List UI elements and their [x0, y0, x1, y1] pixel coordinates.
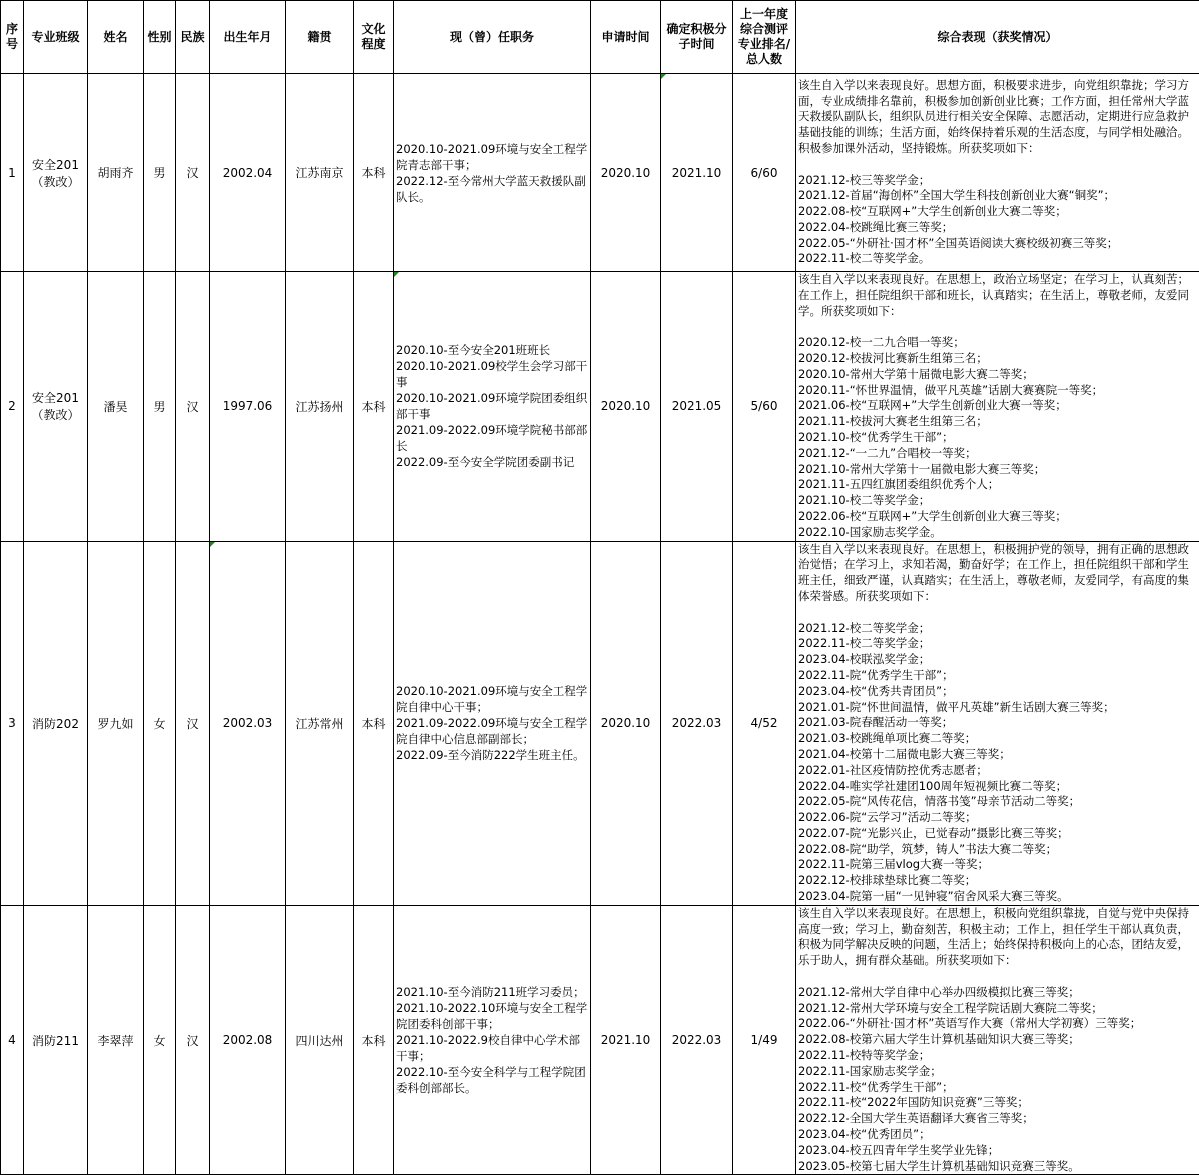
cell-apply-time: 2020.10	[591, 272, 661, 542]
cell-class: 消防211	[24, 905, 88, 1175]
cell-index: 2	[1, 272, 24, 542]
cell-education: 本科	[354, 541, 394, 905]
header-rank: 上一年度综合测评专业排名/总人数	[733, 1, 796, 74]
cell-ethnicity: 汉	[176, 272, 210, 542]
cell-index: 4	[1, 905, 24, 1175]
header-activist-time: 确定积极分子时间	[661, 1, 733, 74]
table-body	[1, 74, 1199, 1175]
cell-class: 安全201（教改）	[24, 272, 88, 542]
cell-origin: 四川达州	[286, 905, 354, 1175]
cell-origin: 江苏扬州	[286, 272, 354, 542]
header-apply-time: 申请时间	[591, 1, 661, 74]
cell-performance: 该生自入学以来表现良好。在思想上，积极拥护党的领导，拥有正确的思想政治觉悟；在学习上，求知若渴，勤奋好学；在工作上，担任院组织干部和学生班主任，细致严谨，认真踏实；在生活上，尊敬老师，友爱同学，有高度的集体荣誉感。所获奖项如下： 2021.12-校二等奖学金； 2022.11-校二等奖学金； 2023.04-校联泓奖学金； 2022.11-院“优秀学生干部”； 2023.04-校“优秀共青团员”； 2021.01-院“怀世间温情，做平凡英雄”新生话剧大赛三等奖； 2021.03-院春醒活动一等奖； 2021.03-校跳绳单项比赛二等奖； 2021.04-校第十二届微电影大赛三等奖； 2022.01-社区疫情防控优秀志愿者； 2022.04-唯实学社建团100周年短视频比赛二等奖； 2022.05-院“风传花信，情落书笺”母亲节活动二等奖； 2022.06-院“云学习”活动二等奖； 2022.07-院“光影兴止，已觉春动”摄影比赛三等奖； 2022.08-院“助学，筑梦，铸人”书法大赛二等奖； 2022.11-院第三届vlog大赛一等奖； 2022.12-校排球垫球比赛二等奖； 2023.04-院第一届“一见钟寝”宿舍风采大赛三等奖。	[796, 541, 1199, 905]
cell-birth: 2002.03	[210, 541, 286, 905]
header-index: 序号	[1, 1, 24, 74]
cell-activist-time: 2022.03	[661, 905, 733, 1175]
cell-performance: 该生自入学以来表现良好。在思想上，积极向党组织靠拢，自觉与党中央保持高度一致；学习上，勤奋刻苦，积极主动；工作上，担任学生干部认真负责，积极为同学解决反映的问题，生活上；始终保持积极向上的心态，团结友爱，乐于助人，拥有群众基础。所获奖项如下： 2021.12-常州大学自律中心举办四级模拟比赛三等奖； 2021.12-常州大学环境与安全工程学院话剧大赛院二等奖； 2022.06-“外研社·国才杯”英语写作大赛（常州大学初赛）三等奖； 2022.08-校第六届大学生计算机基础知识大赛三等奖； 2022.11-校特等奖学金； 2022.11-国家励志奖学金； 2022.11-校“优秀学生干部”； 2022.11-校“2022年国防知识竞赛”三等奖； 2022.12-全国大学生英语翻译大赛省三等奖； 2023.04-校“优秀团员”； 2023.04-校五四青年学生奖学业先锋； 2023.05-校第七届大学生计算机基础知识竞赛三等奖。	[796, 905, 1199, 1175]
header-class: 专业班级	[24, 1, 88, 74]
header-gender: 性别	[144, 1, 176, 74]
cell-rank: 4/52	[733, 541, 796, 905]
cell-ethnicity: 汉	[176, 74, 210, 272]
table-row	[1, 272, 1199, 542]
cell-apply-time: 2021.10	[591, 905, 661, 1175]
cell-apply-time: 2020.10	[591, 74, 661, 272]
cell-apply-time: 2020.10	[591, 541, 661, 905]
cell-name: 潘昊	[88, 272, 144, 542]
cell-ethnicity: 汉	[176, 905, 210, 1175]
cell-gender: 女	[144, 541, 176, 905]
cell-education: 本科	[354, 905, 394, 1175]
cell-birth: 1997.06	[210, 272, 286, 542]
cell-class: 安全201（教改）	[24, 74, 88, 272]
cell-gender: 女	[144, 905, 176, 1175]
cell-name: 胡雨齐	[88, 74, 144, 272]
cell-education: 本科	[354, 74, 394, 272]
header-education: 文化程度	[354, 1, 394, 74]
cell-origin: 江苏常州	[286, 541, 354, 905]
cell-gender: 男	[144, 272, 176, 542]
header-ethnicity: 民族	[176, 1, 210, 74]
cell-positions: 2021.10-至今消防211班学习委员； 2021.10-2022.10环境与安全工程学院团委科创部干事； 2021.10-2022.9校自律中心学术部干事； 2022.10-至今安全科学与工程学院团委科创部部长。	[394, 905, 591, 1175]
cell-activist-time: 2021.05	[661, 272, 733, 542]
cell-positions: 2020.10-至今安全201班班长 2020.10-2021.09校学生会学习部干事 2020.10-2021.09环境学院团委组织部干事 2021.09-2022.09环境学院秘书部部长 2022.09-至今安全学院团委副书记	[394, 272, 591, 542]
cell-name: 李翠萍	[88, 905, 144, 1175]
header-performance: 综合表现（获奖情况）	[796, 1, 1199, 74]
cell-name: 罗九如	[88, 541, 144, 905]
cell-rank: 5/60	[733, 272, 796, 542]
cell-positions: 2020.10-2021.09环境与安全工程学院青志部干事； 2022.12-至今常州大学蓝天救援队副队长。	[394, 74, 591, 272]
cell-birth: 2002.08	[210, 905, 286, 1175]
cell-activist-time: 2021.10	[661, 74, 733, 272]
header-name: 姓名	[88, 1, 144, 74]
cell-rank: 1/49	[733, 905, 796, 1175]
table-header	[1, 1, 1199, 74]
cell-rank: 6/60	[733, 74, 796, 272]
cell-ethnicity: 汉	[176, 541, 210, 905]
table-row	[1, 905, 1199, 1175]
cell-class: 消防202	[24, 541, 88, 905]
header-birth: 出生年月	[210, 1, 286, 74]
header-origin: 籍贯	[286, 1, 354, 74]
cell-performance: 该生自入学以来表现良好。在思想上，政治立场坚定；在学习上，认真刻苦；在工作上，担任院组织干部和班长，认真踏实；在生活上，尊敬老师，友爱同学。所获奖项如下： 2020.12-校一二九合唱一等奖； 2020.12-校拔河比赛新生组第三名； 2020.10-常州大学第十届微电影大赛二等奖； 2020.11-“怀世界温情，做平凡英雄”话剧大赛赛院一等奖； 2021.06-校“互联网+”大学生创新创业大赛一等奖； 2021.11-校拔河大赛老生组第三名； 2021.10-校“优秀学生干部”； 2021.12-“一二九”合唱校一等奖； 2021.10-常州大学第十一届微电影大赛三等奖； 2021.11-五四红旗团委组织优秀个人； 2021.10-校二等奖学金； 2022.06-校“互联网+”大学生创新创业大赛三等奖； 2022.10-国家励志奖学金。	[796, 272, 1199, 542]
cell-index: 3	[1, 541, 24, 905]
table-row	[1, 541, 1199, 905]
cell-origin: 江苏南京	[286, 74, 354, 272]
cell-positions: 2020.10-2021.09环境与安全工程学院自律中心干事； 2021.09-2022.09环境与安全工程学院自律中心信息部副部长； 2022.09-至今消防222学生班主任。	[394, 541, 591, 905]
cell-index: 1	[1, 74, 24, 272]
header-row	[1, 1, 1199, 74]
cell-education: 本科	[354, 272, 394, 542]
cell-birth: 2002.04	[210, 74, 286, 272]
cell-gender: 男	[144, 74, 176, 272]
cell-performance: 该生自入学以来表现良好。思想方面，积极要求进步，向党组织靠拢；学习方面，专业成绩排名靠前，积极参加创新创业比赛；工作方面，担任常州大学蓝天救援队副队长，组织队员进行相关安全保障、志愿活动，定期进行应急救护基础技能的训练；生活方面，始终保持着乐观的生活态度，与同学相处融洽。积极参加课外活动，坚持锻炼。所获奖项如下： 2021.12-校三等奖学金； 2021.12-首届“海创杯”全国大学生科技创新创业大赛“铜奖”； 2022.08-校“互联网+”大学生创新创业大赛二等奖； 2022.04-校跳绳比赛三等奖； 2022.05-“外研社·国才杯”全国英语阅读大赛校级初赛三等奖； 2022.11-校二等奖学金。	[796, 74, 1199, 272]
table-row	[1, 74, 1199, 272]
cell-activist-time: 2022.03	[661, 541, 733, 905]
header-positions: 现（曾）任职务	[394, 1, 591, 74]
